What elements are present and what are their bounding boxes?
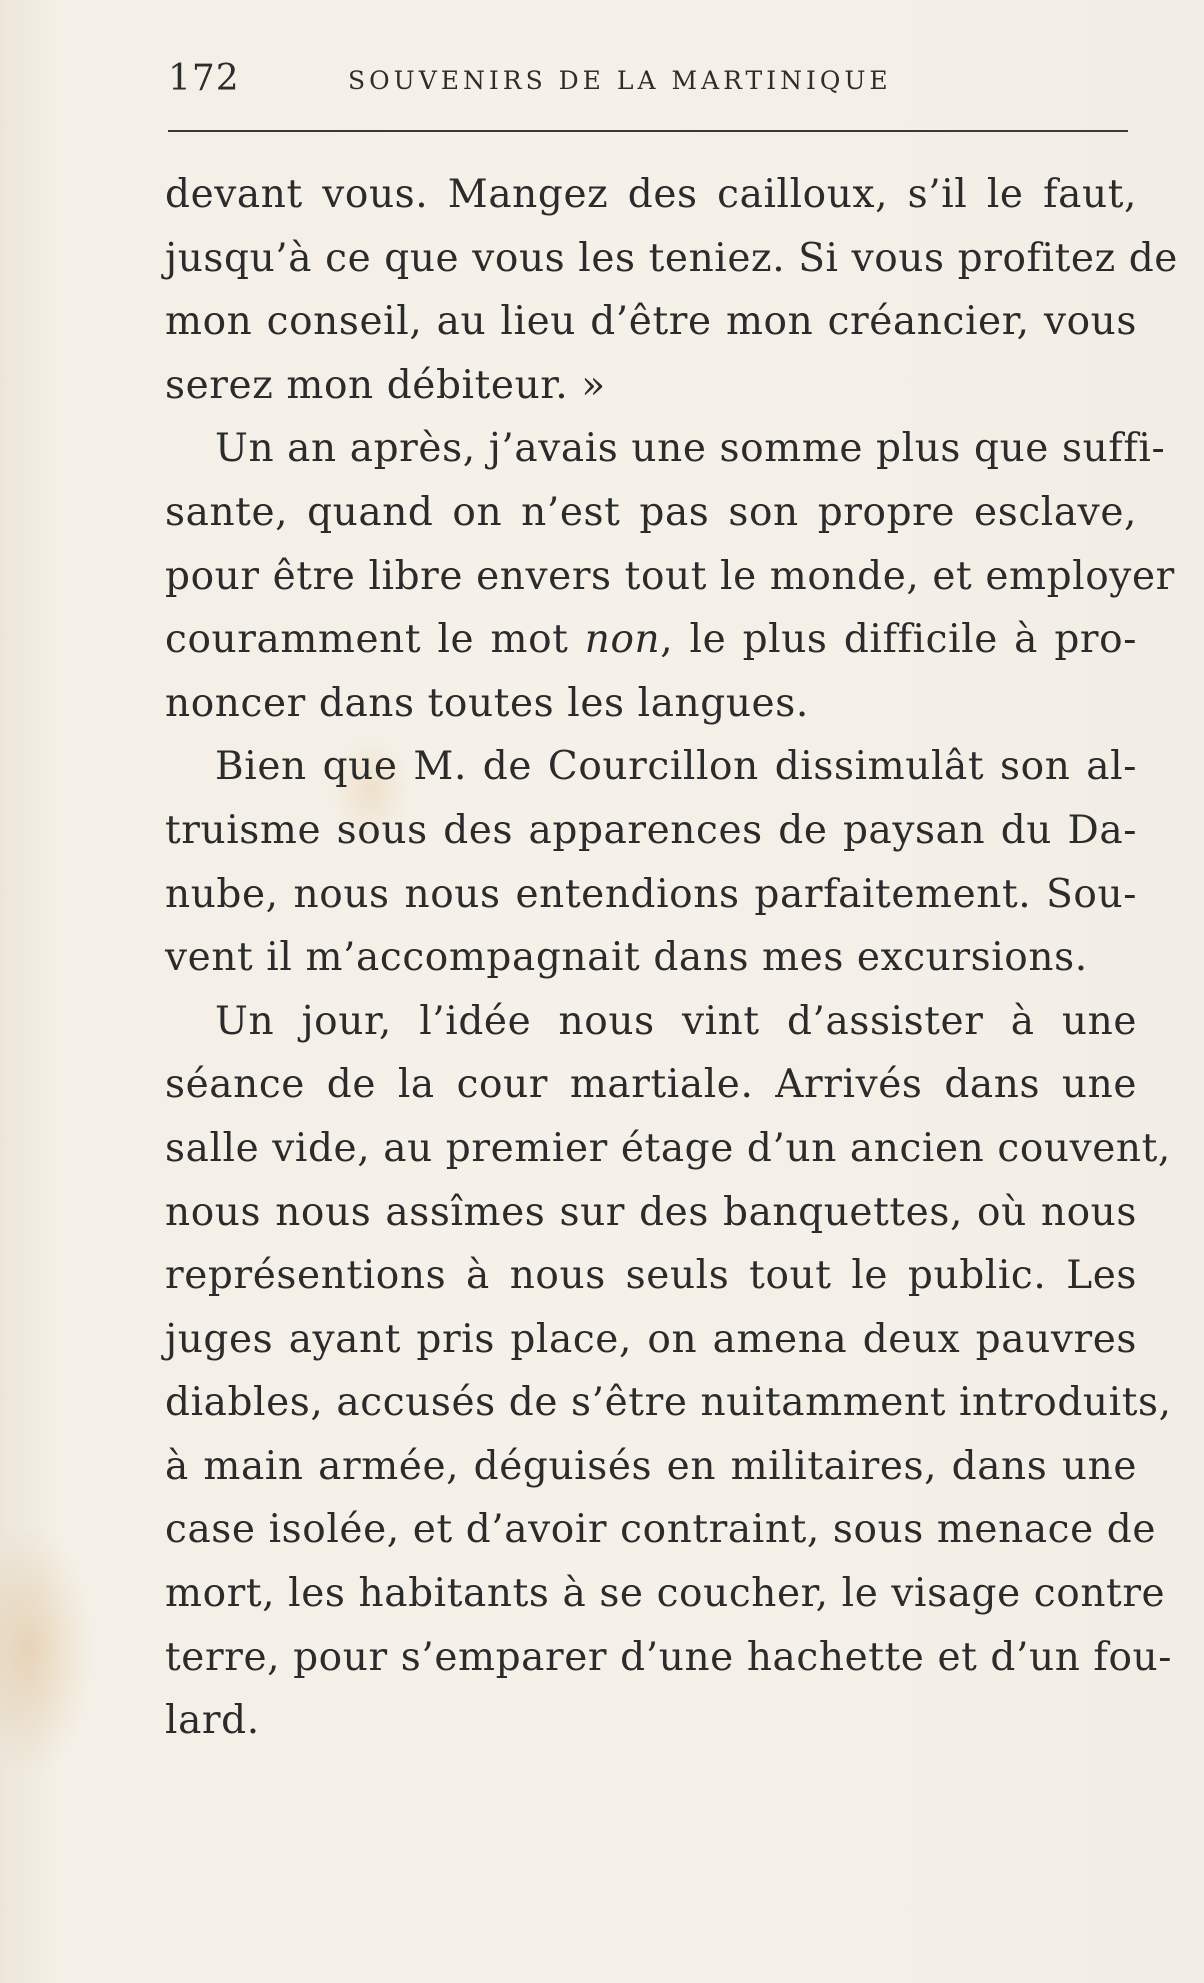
text-line: terre, pour s’emparer d’une hachette et d’un fou- [165, 1634, 1173, 1680]
body-text [165, 163, 1178, 1753]
text-line: pour être libre envers tout le monde, et employer [165, 553, 1175, 599]
text-line: serez mon débiteur. » [165, 362, 606, 408]
running-title: SOUVENIRS DE LA MARTINIQUE [348, 66, 892, 95]
text-line: noncer dans toutes les langues. [165, 680, 809, 726]
text-line: représentions à nous seuls tout le public. Les [165, 1253, 1137, 1299]
page-header [168, 58, 1128, 108]
text-line: case isolée, et d’avoir contraint, sous menace de [165, 1507, 1157, 1553]
text-line: vent il m’accompagnait dans mes excursions. [165, 935, 1088, 981]
text-line-with-emphasis [165, 608, 1137, 672]
text-line: lard. [165, 1698, 260, 1744]
text-line: diables, accusés de s’être nuitamment introduits, [165, 1380, 1172, 1426]
line-segment: , le plus difficile à pro- [660, 617, 1137, 663]
page-number: 172 [168, 58, 240, 99]
text-line: à main armée, déguisés en militaires, dans une [165, 1443, 1137, 1489]
header-rule [168, 130, 1128, 132]
text-line: nube, nous nous entendions parfaitement. Sou- [165, 871, 1137, 917]
text-line: sante, quand on n’est pas son propre esclave, [165, 489, 1137, 535]
text-line: séance de la cour martiale. Arrivés dans une [165, 1062, 1137, 1108]
text-line: salle vide, au premier étage d’un ancien couvent, [165, 1125, 1171, 1171]
text-line: truisme sous des apparences de paysan du Da- [165, 807, 1137, 853]
text-line: jusqu’à ce que vous les teniez. Si vous profitez de [165, 235, 1178, 281]
text-line: Un an après, j’avais une somme plus que suffi- [215, 426, 1166, 472]
text-line: mon conseil, au lieu d’être mon créancier, vous [165, 299, 1137, 345]
text-line: Un jour, l’idée nous vint d’assister à une [215, 998, 1137, 1044]
text-line: mort, les habitants à se coucher, le visage contre [165, 1571, 1166, 1617]
line-segment: couramment le mot [165, 617, 569, 663]
emphasized-word: non [584, 617, 661, 663]
text-line: Bien que M. de Courcillon dissimulât son al- [215, 744, 1137, 790]
text-line: devant vous. Mangez des cailloux, s’il le faut, [165, 172, 1137, 217]
text-line: juges ayant pris place, on amena deux pauvres [165, 1316, 1137, 1362]
text-line: nous nous assîmes sur des banquettes, où nous [165, 1189, 1137, 1235]
